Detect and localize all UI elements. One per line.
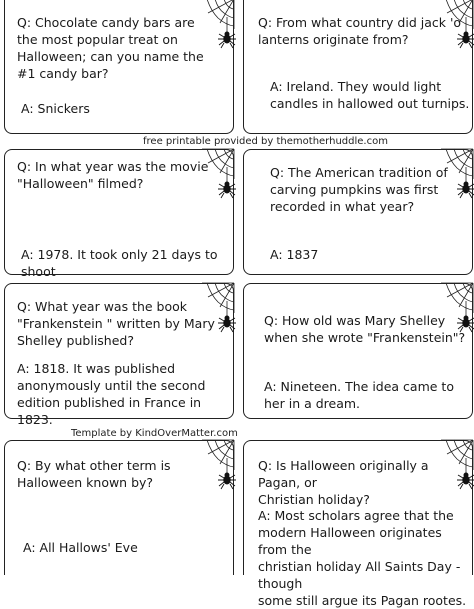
spider-web-icon	[433, 440, 473, 500]
card-question: Q: In what year was the movie "Halloween" filmed?	[17, 159, 209, 191]
card-answer: A: 1818. It was published anonymously until the second edition published in France in 1823.	[17, 361, 206, 427]
printable-credit: free printable provided by themotherhuddle.com	[143, 136, 388, 147]
card-answer: A: Ireland. They would light candles in hallowed out turnips.	[270, 79, 470, 111]
card-question: Q: From what country did jack 'o lanterns originate from?	[258, 15, 462, 47]
card-question: Q: What year was the book "Frankenstein " written by Mary Shelley published?	[17, 299, 215, 348]
card-question: Q: Is Halloween originally a Pagan, or Christian holiday?	[258, 458, 429, 507]
card-answer: A: 1837	[270, 247, 319, 262]
trivia-card-6	[243, 283, 473, 419]
card-question: Q: By what other term is Halloween known by?	[17, 458, 171, 490]
spider-web-icon	[194, 440, 234, 500]
card-question: Q: The American tradition of carving pumpkins was first recorded in what year?	[270, 165, 448, 214]
trivia-card-5	[4, 283, 234, 427]
trivia-card-4	[243, 149, 473, 275]
card-answer: A: Snickers	[21, 101, 90, 116]
card-question: Q: How old was Mary Shelley when she wrote "Frankenstein"?	[264, 313, 466, 345]
trivia-card-3	[4, 149, 234, 279]
trivia-card-8	[243, 440, 473, 608]
spider-web-icon	[194, 149, 234, 209]
card-answer: A: Most scholars agree that the modern Halloween originates from the christian holiday All Saints Day - though some still argue its Pagan rootes.	[258, 508, 467, 608]
trivia-card-2	[243, 0, 473, 134]
card-question: Q: Chocolate candy bars are the most popular treat on Halloween; can you name the #1 candy bar?	[17, 15, 204, 81]
spider-web-icon	[433, 283, 473, 343]
spider-web-icon	[433, 0, 473, 59]
card-answer: A: All Hallows' Eve	[23, 540, 138, 555]
card-answer: A: 1978. It took only 21 days to shoot	[21, 247, 218, 279]
trivia-card-7	[4, 440, 234, 575]
spider-web-icon	[194, 0, 234, 59]
card-answer: A: Nineteen. The idea came to her in a dream.	[264, 379, 454, 411]
spider-web-icon	[194, 283, 234, 343]
template-credit: Template by KindOverMatter.com	[71, 428, 238, 439]
trivia-card-1	[4, 0, 234, 134]
spider-web-icon	[433, 149, 473, 209]
